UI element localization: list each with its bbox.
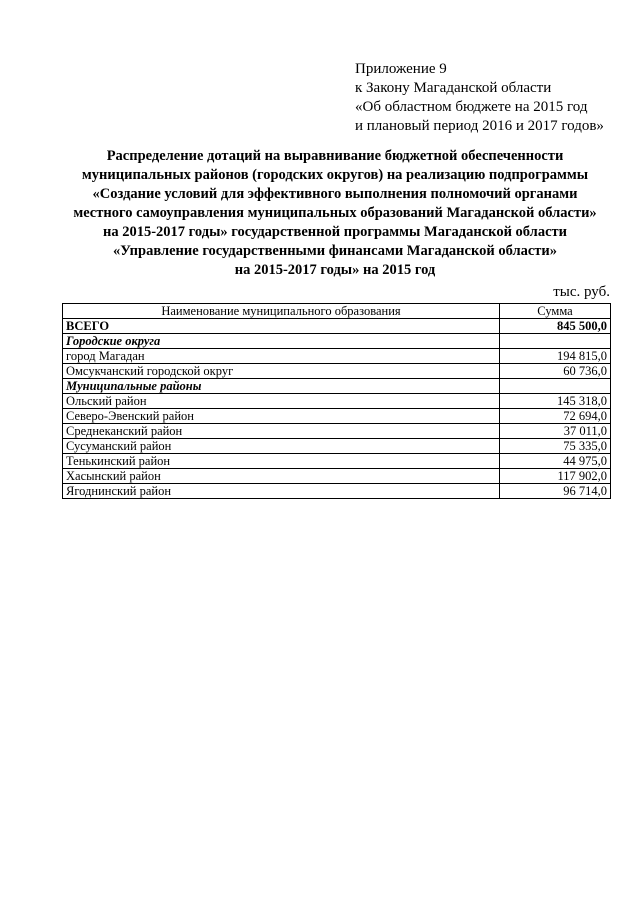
appendix-line: «Об областном бюджете на 2015 год <box>355 99 588 115</box>
row-name: Тенькинский район <box>63 454 500 469</box>
appendix-line: Приложение 9 <box>355 61 447 77</box>
row-name: Ольский район <box>63 394 500 409</box>
row-sum: 60 736,0 <box>500 364 611 379</box>
title-line: на 2015-2017 годы» на 2015 год <box>234 262 436 278</box>
total-row <box>63 319 611 334</box>
table-row <box>63 409 611 424</box>
group-row-city-districts <box>63 334 611 349</box>
row-sum: 145 318,0 <box>500 394 611 409</box>
document-title <box>40 147 630 280</box>
table-row <box>63 364 611 379</box>
group-sum-empty <box>500 379 611 394</box>
group-sum-empty <box>500 334 611 349</box>
table-header-row <box>63 304 611 319</box>
title-line: «Управление государственными финансами Магаданской области» <box>112 243 558 259</box>
group-name: Муниципальные районы <box>63 379 500 394</box>
row-name: Хасынский район <box>63 469 500 484</box>
appendix-line: к Закону Магаданской области <box>355 80 552 96</box>
title-line: на 2015-2017 годы» государственной программы Магаданской области <box>103 224 567 240</box>
row-name: Среднеканский район <box>63 424 500 439</box>
appendix-note <box>355 60 604 136</box>
appendix-line: и плановый период 2016 и 2017 годов» <box>355 118 604 134</box>
column-header-sum: Сумма <box>500 304 611 319</box>
title-line: Распределение дотаций на выравнивание бюджетной обеспеченности <box>106 148 564 164</box>
row-sum: 194 815,0 <box>500 349 611 364</box>
group-row-municipal-districts <box>63 379 611 394</box>
title-line: муниципальных районов (городских округов) на реализацию подпрограммы <box>81 167 589 183</box>
table-row <box>63 469 611 484</box>
column-header-name: Наименование муниципального образования <box>63 304 500 319</box>
row-sum: 37 011,0 <box>500 424 611 439</box>
row-name: Омсукчанский городской округ <box>63 364 500 379</box>
title-line: местного самоуправления муниципальных образований Магаданской области» <box>73 205 597 221</box>
table-row <box>63 454 611 469</box>
table-row <box>63 424 611 439</box>
row-sum: 75 335,0 <box>500 439 611 454</box>
table-row <box>63 484 611 499</box>
row-sum: 72 694,0 <box>500 409 611 424</box>
row-name: Северо-Эвенский район <box>63 409 500 424</box>
row-sum: 96 714,0 <box>500 484 611 499</box>
table-row <box>63 439 611 454</box>
row-name: город Магадан <box>63 349 500 364</box>
subsidy-table <box>62 303 611 499</box>
table-row <box>63 349 611 364</box>
row-name: Ягоднинский район <box>63 484 500 499</box>
table-row <box>63 394 611 409</box>
total-name: ВСЕГО <box>63 319 500 334</box>
row-sum: 117 902,0 <box>500 469 611 484</box>
title-line: «Создание условий для эффективного выполнения полномочий органами <box>92 186 578 202</box>
row-name: Сусуманский район <box>63 439 500 454</box>
row-sum: 44 975,0 <box>500 454 611 469</box>
total-sum: 845 500,0 <box>500 319 611 334</box>
group-name: Городские округа <box>63 334 500 349</box>
units-label: тыс. руб. <box>553 284 610 300</box>
